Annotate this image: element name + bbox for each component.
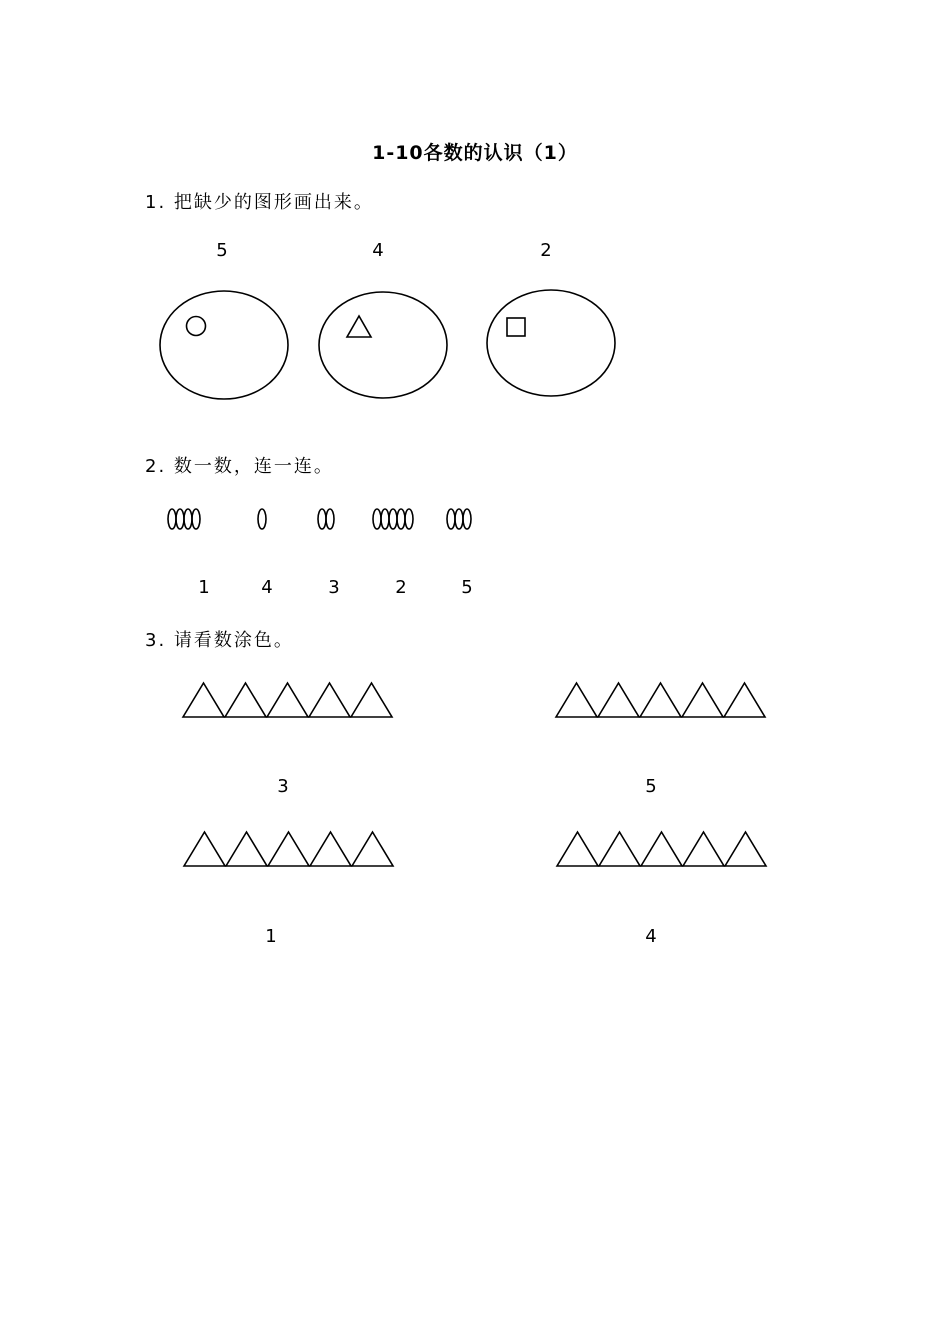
q1-oval-2 [319,292,447,398]
triangle-shape[interactable] [598,683,639,717]
triangle-shape[interactable] [682,683,723,717]
ring-icon [192,509,200,529]
question-2-heading: 2. 数一数，连一连。 [145,456,334,477]
q2-ring-group [447,509,471,529]
triangle-shape[interactable] [724,683,765,717]
q2-number-1: 1 [198,577,210,598]
triangle-shape[interactable] [183,683,224,717]
q1-oval-1 [160,291,288,399]
ring-icon [176,509,184,529]
ring-icon [463,509,471,529]
triangle-shape[interactable] [557,832,598,866]
triangle-shape[interactable] [352,832,393,866]
q2-number-5: 5 [461,577,473,598]
ring-icon [168,509,176,529]
q2-number-3: 3 [328,577,340,598]
q3-triangle-row [184,832,393,866]
q1-oval-3 [487,290,615,396]
circle-icon [187,317,206,336]
q3-triangle-rows [183,683,766,866]
triangle-shape[interactable] [184,832,225,866]
question-1-heading: 1. 把缺少的图形画出来。 [145,192,374,213]
ring-icon [258,509,266,529]
q3-triangle-row [556,683,765,717]
triangle-shape[interactable] [309,683,350,717]
q2-ring-group [373,509,413,529]
ring-icon [373,509,381,529]
ring-icon [184,509,192,529]
q2-ring-groups [168,509,471,529]
ring-icon [455,509,463,529]
q1-number-2: 4 [372,240,384,261]
page-title: 1-10各数的认识（1） [372,142,578,164]
ring-icon [397,509,405,529]
q3-number-3: 1 [265,926,277,947]
q3-number-1: 3 [277,776,289,797]
ring-icon [389,509,397,529]
ring-icon [381,509,389,529]
q1-number-1: 5 [216,240,228,261]
triangle-shape[interactable] [640,683,681,717]
q1-number-3: 2 [540,240,552,261]
triangle-shape[interactable] [641,832,682,866]
triangle-shape[interactable] [599,832,640,866]
triangle-shape[interactable] [225,683,266,717]
ring-icon [447,509,455,529]
square-icon [507,318,525,336]
q3-triangle-row [183,683,392,717]
q3-triangle-row [557,832,766,866]
q3-number-2: 5 [645,776,657,797]
triangle-shape[interactable] [683,832,724,866]
ring-icon [326,509,334,529]
ring-icon [405,509,413,529]
triangle-shape[interactable] [226,832,267,866]
triangle-shape[interactable] [556,683,597,717]
ring-icon [318,509,326,529]
triangle-shape[interactable] [725,832,766,866]
question-3-heading: 3. 请看数涂色。 [145,630,294,651]
q2-number-2: 4 [261,577,273,598]
triangle-shape[interactable] [267,683,308,717]
q2-ring-group [168,509,200,529]
q2-ring-group [258,509,266,529]
triangle-shape[interactable] [351,683,392,717]
triangle-shape[interactable] [310,832,351,866]
q3-number-4: 4 [645,926,657,947]
q2-number-4: 2 [395,577,407,598]
triangle-icon [347,316,371,337]
q2-ring-group [318,509,334,529]
triangle-shape[interactable] [268,832,309,866]
